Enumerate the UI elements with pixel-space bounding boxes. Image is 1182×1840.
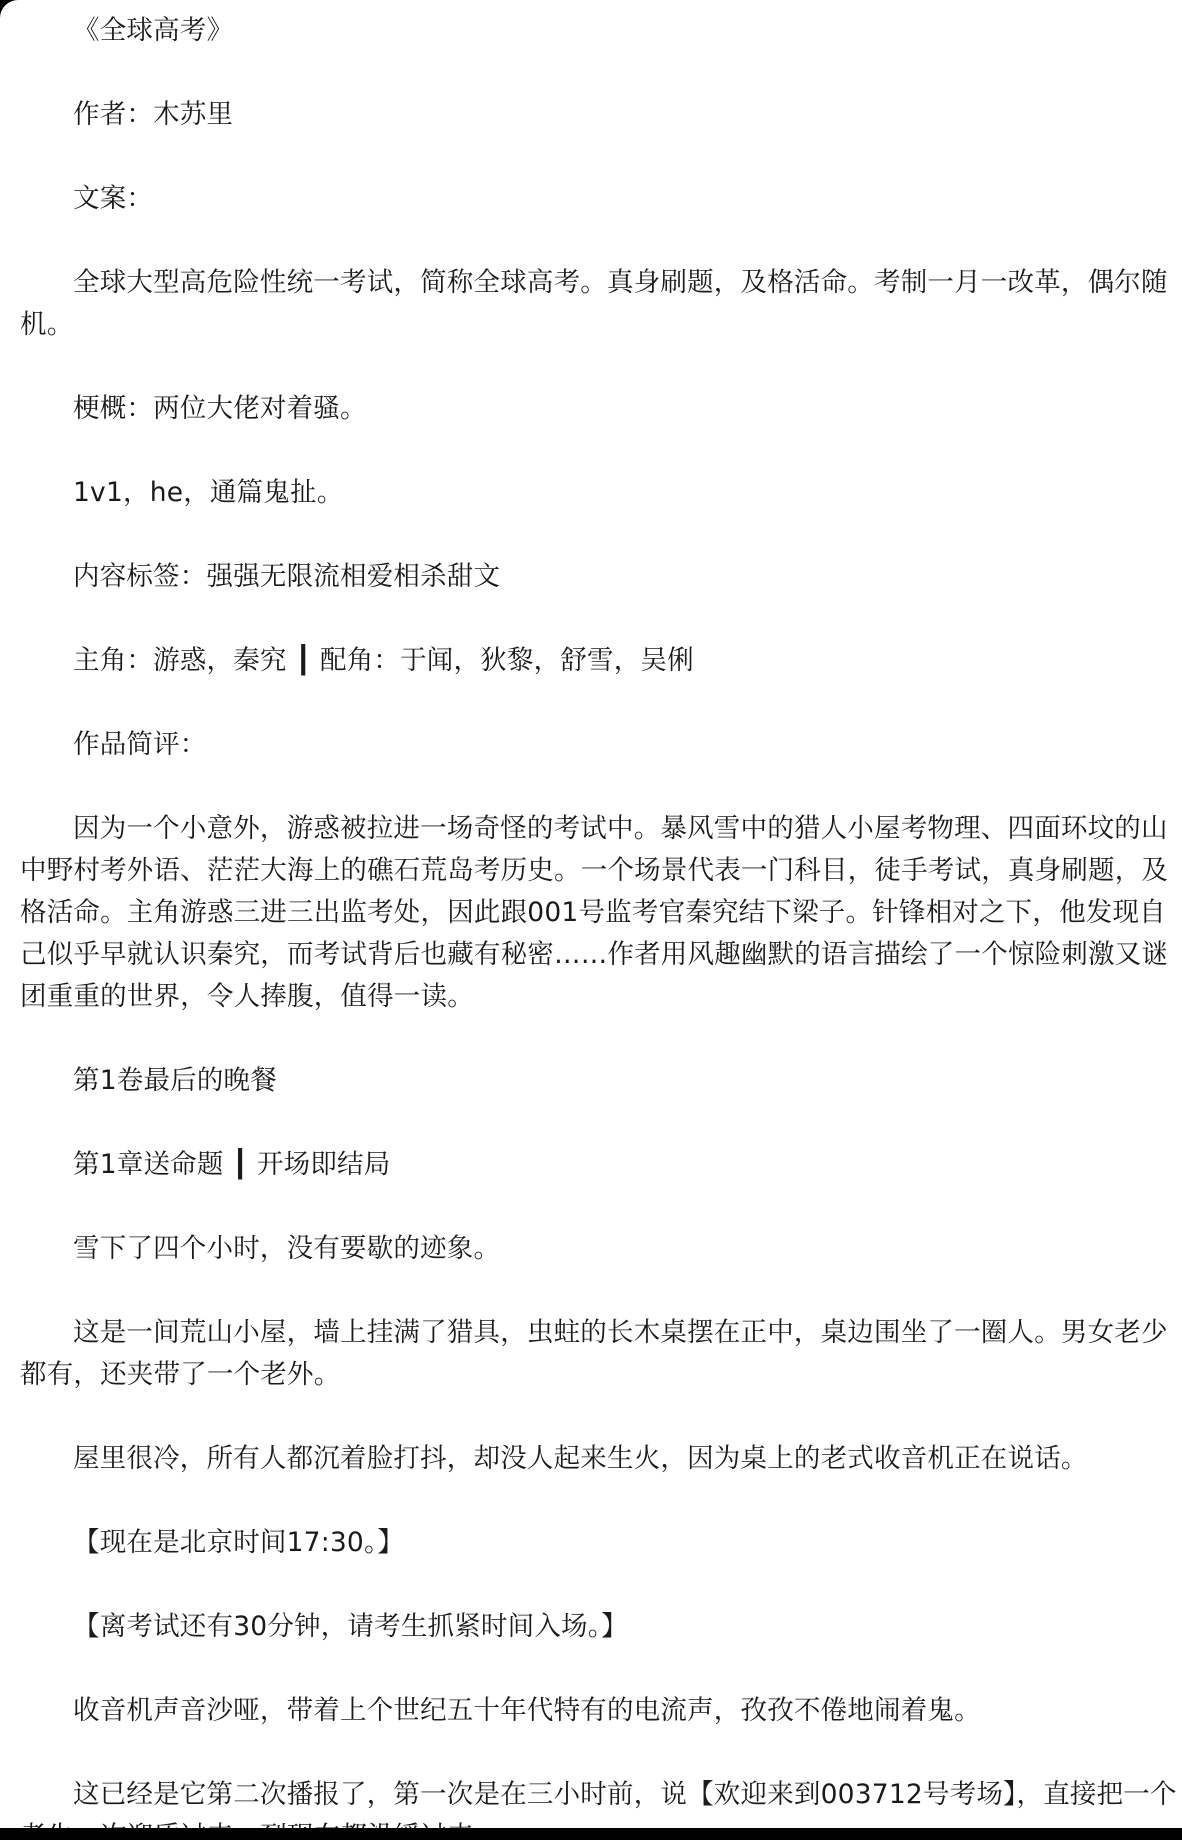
synopsis-heading: 文案：	[73, 183, 154, 214]
radio-announcement: 【离考试还有30分钟，请考生抓紧时间入场。】	[73, 1611, 628, 1642]
pairing-line: 1v1，he，通篇鬼扯。	[73, 477, 344, 508]
story-paragraph: 收音机声音沙哑，带着上个世纪五十年代特有的电流声，孜孜不倦地闹着鬼。	[73, 1695, 981, 1726]
synopsis-paragraph: 全球大型高危险性统一考试，简称全球高考。真身刷题，及格活命。考制一月一改革，偶尔随机。	[20, 267, 1168, 340]
story-paragraph: 这已经是它第二次播报了，第一次是在三小时前，说【欢迎来到003712号考场】，直接把一个	[73, 1779, 1177, 1810]
volume-heading: 第1卷最后的晚餐	[73, 1065, 277, 1096]
chapter-heading: 第1章送命题 ┃ 开场即结局	[73, 1149, 391, 1180]
author-line: 作者：木苏里	[73, 99, 234, 130]
story-paragraph: 这是一间荒山小屋，墙上挂满了猎具，虫蛀的长木桌摆在正中，桌边围坐了一圈人。男女老少都有，还夹带了一个老外。	[20, 1317, 1168, 1390]
bottom-edge	[0, 1828, 1182, 1840]
document-text	[20, 10, 1180, 1840]
review-heading: 作品简评：	[73, 729, 207, 760]
radio-announcement: 【现在是北京时间17:30。】	[73, 1527, 405, 1558]
content-tags-line: 内容标签：强强无限流相爱相杀甜文	[73, 561, 501, 592]
characters-line: 主角：游惑，秦究 ┃ 配角：于闻，狄黎，舒雪，吴俐	[73, 645, 694, 676]
story-paragraph: 屋里很冷，所有人都沉着脸打抖，却没人起来生火，因为桌上的老式收音机正在说话。	[73, 1443, 1088, 1474]
story-paragraph: 雪下了四个小时，没有要歇的迹象。	[73, 1233, 501, 1264]
review-paragraph: 因为一个小意外，游惑被拉进一场奇怪的考试中。暴风雪中的猎人小屋考物理、四面环坟的山中野村考外语、茫茫大海上的礁石荒岛考历史。一个场景代表一门科目，徒手考试，真身刷题，及格活命。主角游惑三进三出监考处，因此跟001号监考官秦究结下梁子。针锋相对之下，他发现自己似乎早就认识秦究，而考试背后也藏有秘密……作者用风趣幽默的语言描绘了一个惊险刺激又谜团重重的世界，令人捧腹，值得一读。	[20, 813, 1169, 1012]
book-title: 《全球高考》	[73, 15, 234, 46]
summary-line: 梗概：两位大佬对着骚。	[73, 393, 367, 424]
